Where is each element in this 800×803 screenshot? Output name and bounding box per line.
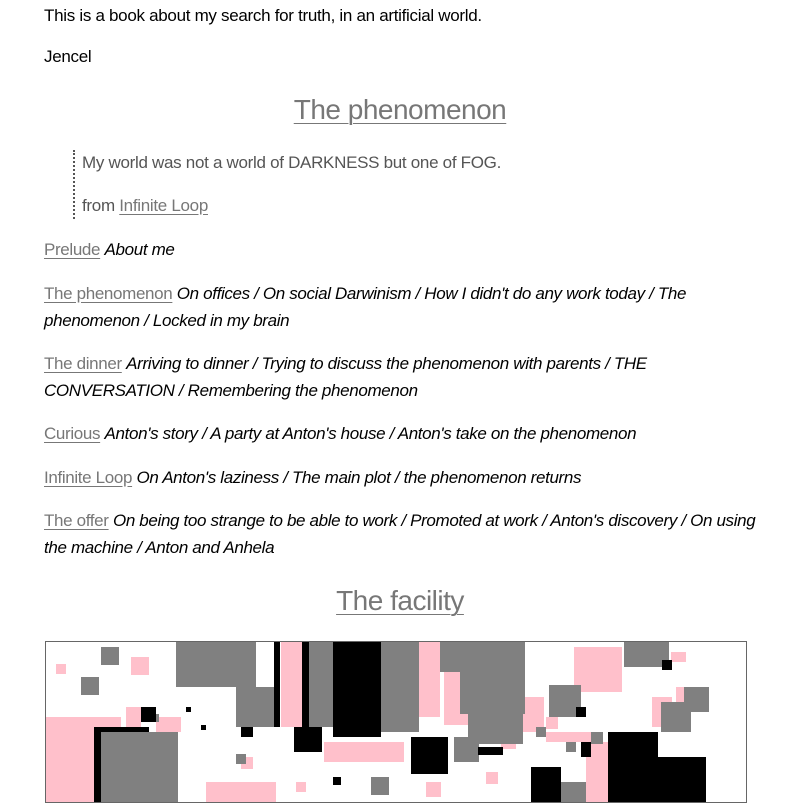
section-heading-facility	[0, 585, 800, 617]
section-heading-phenomenon	[0, 94, 800, 126]
toc-desc-offer: On being too strange to be able to work / Promoted at work / Anton's discovery / On using the machine / Anton and Anhela	[44, 511, 756, 557]
block-pattern-image	[46, 642, 746, 802]
toc-entry-offer	[44, 508, 756, 561]
quote-source	[82, 193, 582, 219]
toc-desc-dinner: Arriving to dinner / Trying to discuss the phenomenon with parents / THE CONVERSATION / Remembering the phenomenon	[44, 354, 647, 400]
toc-entry-curious	[44, 421, 756, 448]
toc-desc-infinite-loop: On Anton's laziness / The main plot / the phenomenon returns	[136, 468, 582, 487]
toc-desc-phenomenon: On offices / On social Darwinism / How I didn't do any work today / The phenomenon / Locked in my brain	[44, 284, 687, 330]
facility-illustration	[45, 641, 747, 803]
toc-link-infinite-loop[interactable]: Infinite Loop	[44, 468, 133, 487]
toc-link-offer[interactable]: The offer	[44, 511, 109, 530]
section-link-facility[interactable]: The facility	[336, 585, 464, 616]
toc-entry-phenomenon	[44, 281, 756, 334]
author-name: Jencel	[44, 47, 92, 66]
quote-text: My world was not a world of DARKNESS but one of FOG.	[82, 153, 502, 172]
intro-text: This is a book about my search for truth, in an artificial world.	[44, 6, 482, 25]
toc-entry-dinner	[44, 351, 756, 404]
toc-link-phenomenon[interactable]: The phenomenon	[44, 284, 173, 303]
toc-link-prelude[interactable]: Prelude	[44, 240, 101, 259]
toc-link-dinner[interactable]: The dinner	[44, 354, 122, 373]
quote-source-link[interactable]: Infinite Loop	[119, 196, 208, 215]
epigraph-quote	[73, 150, 582, 219]
toc-entry-infinite-loop	[44, 465, 756, 492]
toc-link-curious[interactable]: Curious	[44, 424, 101, 443]
quote-from-label: from	[82, 196, 115, 215]
toc-entry-prelude	[44, 237, 756, 264]
toc-desc-prelude: About me	[104, 240, 175, 259]
section-link-phenomenon[interactable]: The phenomenon	[293, 94, 507, 125]
toc-desc-curious: Anton's story / A party at Anton's house / Anton's take on the phenomenon	[104, 424, 637, 443]
